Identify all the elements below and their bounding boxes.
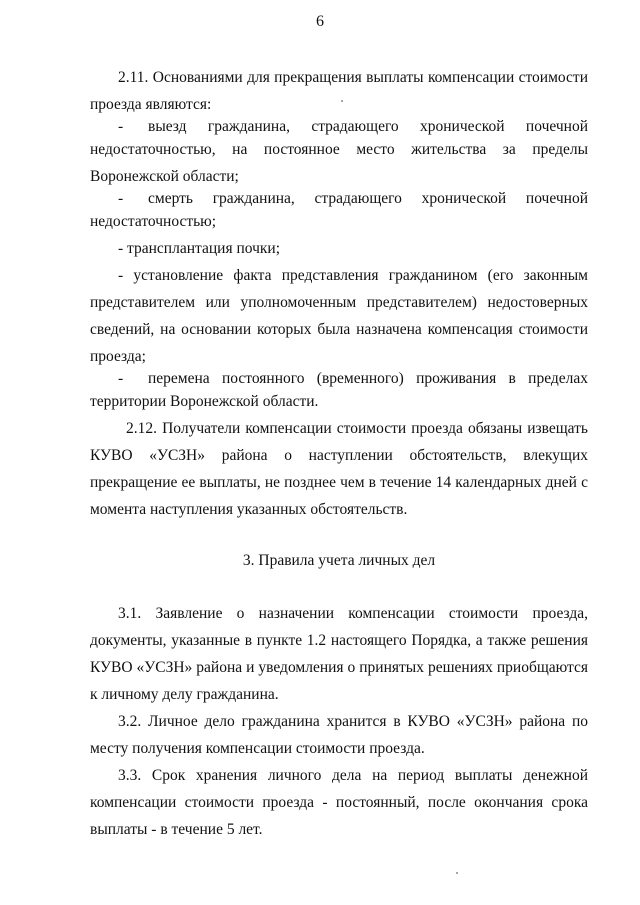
list-item-false-info: - установление факта представления гражданином (его законным представителем или уполномоченным представителем) недостоверных сведений, на основании которых была назначена компенсация стоимости проезда; [90, 267, 588, 365]
scan-speck [456, 872, 458, 874]
list-item-residence-change-continuation: территории Воронежской области. [90, 393, 319, 410]
list-item-transplant: - трансплантация почки; [118, 240, 281, 257]
page-number: 6 [316, 13, 324, 30]
list-item-residence-change [90, 370, 588, 388]
paragraph-2-11-lead: 2.11. Основаниями для прекращения выплаты компенсации стоимости проезда являются: [90, 69, 588, 113]
dash-marker: - [118, 118, 124, 135]
list-item-departure-first-line: выезд гражданина, страдающего хронической почечной [148, 118, 588, 135]
list-item-departure-continuation: недостаточностью, на постоянное место жительства за пределы Воронежской области; [90, 141, 588, 185]
paragraph-3-2: 3.2. Личное дело гражданина хранится в КУВО «УСЗН» района по месту получения компенсации стоимости проезда. [90, 713, 588, 757]
list-item-death-continuation: недостаточностью; [90, 213, 217, 230]
list-item-death-first-line: смерть гражданина, страдающего хронической почечной [148, 190, 588, 207]
section-3-title: 3. Правила учета личных дел [242, 552, 436, 569]
list-item-death [90, 190, 588, 208]
document-body [90, 64, 588, 843]
scan-speck [341, 100, 343, 102]
paragraph-3-3: 3.3. Срок хранения личного дела на период выплаты денежной компенсации стоимости проезда - постоянный, после окончания срока выплаты - в течение 5 лет. [90, 767, 588, 838]
dash-marker: - [118, 190, 124, 207]
list-item-departure [90, 118, 588, 136]
dash-marker: - [118, 370, 124, 387]
paragraph-2-12: 2.12. Получатели компенсации стоимости проезда обязаны извещать КУВО «УСЗН» района о наступлении обстоятельств, влекущих прекращение ее выплаты, не позднее чем в течение 14 календарных дней с момента наступления указанных обстоятельств. [90, 420, 588, 518]
paragraph-3-1: 3.1. Заявление о назначении компенсации стоимости проезда, документы, указанные в пункте 1.2 настоящего Порядка, а также решения КУВО «УСЗН» района и уведомления о принятых решениях приобщаются к личному делу гражданина. [90, 605, 588, 703]
list-item-residence-change-first-line: перемена постоянного (временного) проживания в пределах [148, 370, 588, 387]
